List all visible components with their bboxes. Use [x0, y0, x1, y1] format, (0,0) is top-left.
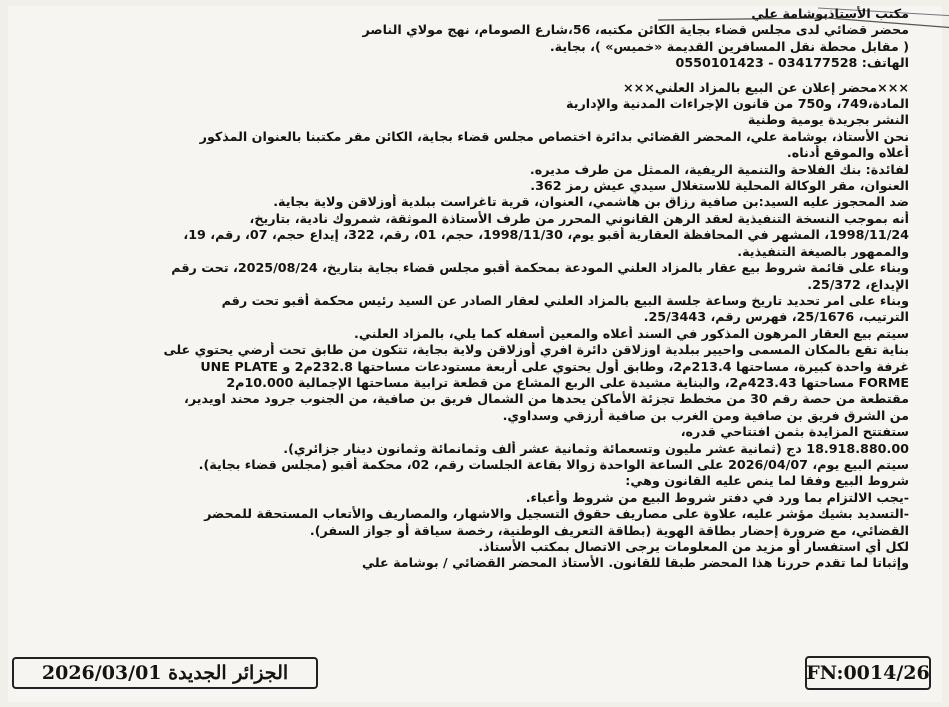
- body-line: من الشرق فريق بن صافية ومن الغرب بن صافية أرزقي وسداوي.: [502, 407, 909, 423]
- body-line: ستفتتح المزايدة بثمن افتتاحي قدره،: [680, 424, 909, 440]
- body-line: سيتم بيع العقار المرهون المذكور في السند أعلاه والمعين أسفله كما يلي، بالمزاد العلني.: [354, 325, 909, 341]
- body-line: لكل أي استفسار أو مزيد من المعلومات يرجى الاتصال بمكتب الأستاذ.: [478, 539, 909, 554]
- body-line: القضائي، مع ضرورة إحضار بطاقة الهوية (بطاقة التعريف الوطنية، رخصة سياقة أو جواز السفر).: [309, 522, 909, 538]
- publication-note: النشر بجريدة يومية وطنية: [747, 112, 909, 128]
- body-line: مقتطعة من حصة رقم 30 من مخطط تجزئة الأماكن يحدها من الشمال فريق بن صافية، من الجنوب جرود محند اويدير،: [184, 391, 909, 407]
- body-line: بناية تقع بالمكان المسمى واحيير ببلدية اوزلاقن دائرة افري أوزلاقن ولاية بجاية، تتكون من طابق تحت أرضي يحتوي على: [163, 342, 909, 358]
- newspaper-date: الجزائر الجديدة 2026/03/01: [41, 662, 289, 684]
- body-line: العنوان، مقر الوكالة المحلية للاستغلال سيدي عيش رمز 362.: [530, 178, 909, 194]
- body-line: -يجب الالتزام بما ورد في دفتر شروط البيع من شروط وأعباء.: [525, 489, 909, 505]
- body-line: وإثباتا لما تقدم حررنا هذا المحضر طبقا للقانون. الأستاذ المحضر القضائي / بوشامة علي: [362, 555, 909, 571]
- body-line: ضد المحجوز عليه السيد:بن صافية رزاق بن هاشمي، العنوان، قرية تاغراست ببلدية أوزلاقن ولاية بجاية.: [273, 194, 909, 210]
- notice-body: [9, 129, 909, 572]
- legal-articles: المادة،749، و750 من قانون الإجراءات المدنية والإدارية: [566, 96, 909, 112]
- body-line: الترتيب، 25/1676، فهرس رقم، 25/3443.: [643, 309, 909, 325]
- body-line: أعلاه والموقع أدناه.: [786, 145, 909, 161]
- body-line: -التسديد بشيك مؤشر عليه، علاوة على مصاريف حقوق التسجيل والاشهار، والمصاريف والأتعاب المستحقة للمحضر: [204, 506, 909, 522]
- header-line: مكتب الأستاذبوشامة علي: [751, 6, 909, 21]
- header-line: الهاتف: 034177528 - 0550101423: [675, 55, 909, 71]
- notice-header: [9, 6, 909, 72]
- body-line: الإيداع، 25/372.: [807, 276, 909, 292]
- body-line: غرفة واحدة كبيرة، مساحتها 213.4م2، وطابق أول يحتوي على أربعة مستودعات مساحتها 232.8م2 و UNE PLATE: [200, 358, 909, 374]
- notice-title: ×××محضر إعلان عن البيع بالمزاد العلني×××: [623, 79, 909, 95]
- body-line: وبناء على امر تحديد تاريخ وساعة جلسة البيع بالمزاد العلني لعقار الصادر عن السيد رئيس محكمة أقبو تحت رقم: [221, 292, 909, 308]
- body-line: والممهور بالصيغة التنفيذية.: [737, 243, 909, 259]
- body-line: سيتم البيع يوم، 2026/04/07 على الساعة الواحدة زوالا بقاعة الجلسات رقم، 02، محكمة أقبو (مجلس قضاء بجاية).: [198, 456, 909, 472]
- reference-number: FN:0014/26: [806, 662, 930, 684]
- body-line: شروط البيع وفقا لما ينص عليه القانون وهي:: [625, 473, 909, 489]
- body-line: FORME مساحتها 423.43م2، والبناية مشيدة على الربع المشاع من قطعة ترابية مساحتها الإجمالية 10.000م2: [226, 374, 909, 390]
- body-line: أنه بموجب النسخة التنفيذية لعقد الرهن القانوني المحرر من طرف الأستاذة الموثقة، شمروك نادية، بتاريخ،: [249, 210, 909, 226]
- header-line: محضر قضائي لدى مجلس قضاء بجاية الكائن مكتبه، 56،شارع الصومام، نهج مولاي الناصر: [362, 22, 909, 38]
- body-line: 1998/11/24، المشهر في المحافظة العقارية أقبو يوم، 1998/11/30، حجم، 01، رقم، 322، إيداع حجم، 07، رقم، 19،: [183, 227, 909, 243]
- legal-notice: [9, 6, 909, 572]
- body-line: وبناء على قائمة شروط بيع عقار بالمزاد العلني المودعة بمحكمة أقبو مجلس قضاء بجاية بتاريخ، 2025/08/24، تحت رقم: [171, 260, 909, 276]
- body-line: نحن الأستاذ، بوشامة علي، المحضر القضائي بدائرة اختصاص مجلس قضاء بجاية، الكائن مقر مكتبنا بالعنوان المذكور: [199, 128, 909, 144]
- reference-box: [805, 656, 931, 690]
- body-line: لفائدة: بنك الفلاحة والتنمية الريفية، الممثل من طرف مديره.: [529, 161, 909, 177]
- newspaper-date-box: [12, 657, 318, 689]
- body-line: 18.918.880.00 دج (ثمانية عشر مليون وتسعمائة وثمانية عشر ألف وثمانمائة وثمانون دينار جزائري).: [283, 440, 909, 456]
- header-line: ( مقابل محطة نقل المسافرين القديمة «خميس» )، بجاية.: [549, 38, 909, 54]
